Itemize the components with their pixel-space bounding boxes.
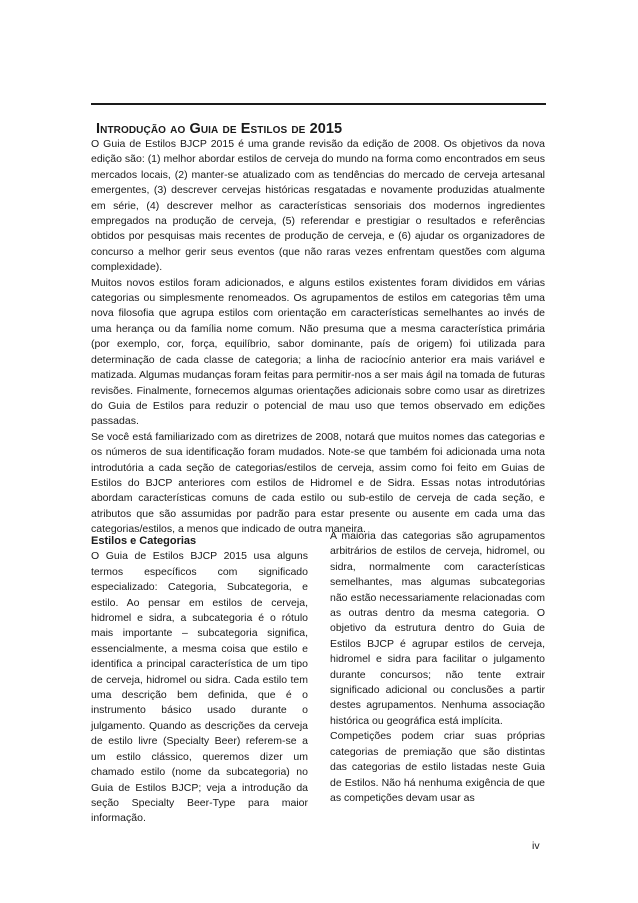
right-column — [330, 529, 545, 806]
left-column — [91, 529, 308, 827]
right-column-paragraph: A maioria das categorias são agrupamentos arbitrários de estilos de cerveja, hidromel, ou sidra, normalmente com características semelhantes, mas algumas subcategorias não estão necessariamente relacionadas com as outras dentro da mesma categoria. O objetivo da estrutura dentro do Guia de Estilos BJCP é agrupar estilos de cerveja, hidromel e sidra para facilitar o julgamento durante concursos; não tente extrair significado adicional ou conclusões a partir destes agrupamentos. Nenhuma associação histórica ou geográfica está implícita. — [330, 530, 545, 727]
header-rule — [91, 103, 546, 105]
intro-paragraph: Se você está familiarizado com as diretrizes de 2008, notará que muitos nomes das categorias e os números de sua identificação foram mudados. Note-se que também foi adicionada uma nota introdutória a cada seção de categorias/estilos de cerveja, assim como foi feito em Guias de Estilos do BJCP anteriores com estilos de Hidromel e de Sidra. Essas notas introdutórias abordam características comuns de cada estilo ou sub-estilo de cerveja de cada seção, e atributos que são assumidas por padrão para estar presente ou ausente em cada uma das categorias/estilos, a menos que indicado de outra maneira. — [91, 430, 545, 536]
left-column-paragraph: O Guia de Estilos BJCP 2015 usa alguns termos específicos com significado especializado: Categoria, Subcategoria, e estilo. Ao pensar em estilos de cerveja, hidromel e sidra, a subcategoria é o rótulo mais importante – subcategoria significa, essencialmente, a mesma coisa que estilo e identifica a principal característica de um tipo de cerveja, hidromel ou sidra. Cada estilo tem uma descrição bem definida, que é o instrumento básico usado durante o julgamento. Quando as descrições da cerveja de estilo livre (Specialty Beer) referem-se a um estilo clássico, queremos dizer um chamado estilo (nome da subcategoria) no Guia de Estilos BJCP; veja a introdução da seção Specialty Beer-Type para maior informação. — [91, 550, 308, 825]
intro-paragraph: O Guia de Estilos BJCP 2015 é uma grande revisão da edição de 2008. Os objetivos da nova edição são: (1) melhor abordar estilos de cerveja do mundo na forma como encontrados em seus mercados locais, (2) manter-se atualizado com as tendências do mercado de cerveja artesanal emergentes, (3) descrever cervejas históricas resgatadas e novamente produzidas atualmente em série, (4) descrever melhor as características sensoriais dos modernos ingredientes empregados na produção de cerveja, (5) referendar e prestigiar o resultados e referências obtidos por pesquisas mais recentes de produção de cerveja, e (6) ajudar os organizadores de concurso a melhor gerir seus eventos (que não raras vezes enfrentam questões com alguma complexidade). — [91, 138, 545, 274]
subsection-heading: Estilos e Categorias — [91, 535, 197, 547]
intro-paragraph: Muitos novos estilos foram adicionados, e alguns estilos existentes foram divididos em várias categorias ou simplesmente renomeados. Os agrupamentos de estilos em categorias têm uma nova filosofia que agrupa estilos com orientação em características semelhantes ao invés de uma herança ou da família nome comum. Não presuma que a mesma característica primária (por exemplo, cor, força, equilíbrio, sabor dominante, país de origem) foi utilizada para determinação de cada classe de categoria; a linha de raciocínio anterior era mais variável e matizada. Algumas mudanças foram feitas para permitir-nos a ser mais ágil na tomada de futuras revisões. Finalmente, fornecemos algumas orientações adicionais sobre como usar as diretrizes do Guia de Estilos para reduzir o potencial de mau uso que temos observado em edições passadas. — [91, 276, 545, 428]
right-column-paragraph: Competições podem criar suas próprias categorias de premiação que são distintas das categorias de estilo listadas neste Guia de Estilos. Não há nenhuma exigência de que as competições devam usar as — [330, 730, 545, 804]
page-number: iv — [532, 840, 540, 852]
section-title: Introdução ao Guia de Estilos de 2015 — [96, 121, 343, 137]
intro-text — [91, 137, 545, 538]
